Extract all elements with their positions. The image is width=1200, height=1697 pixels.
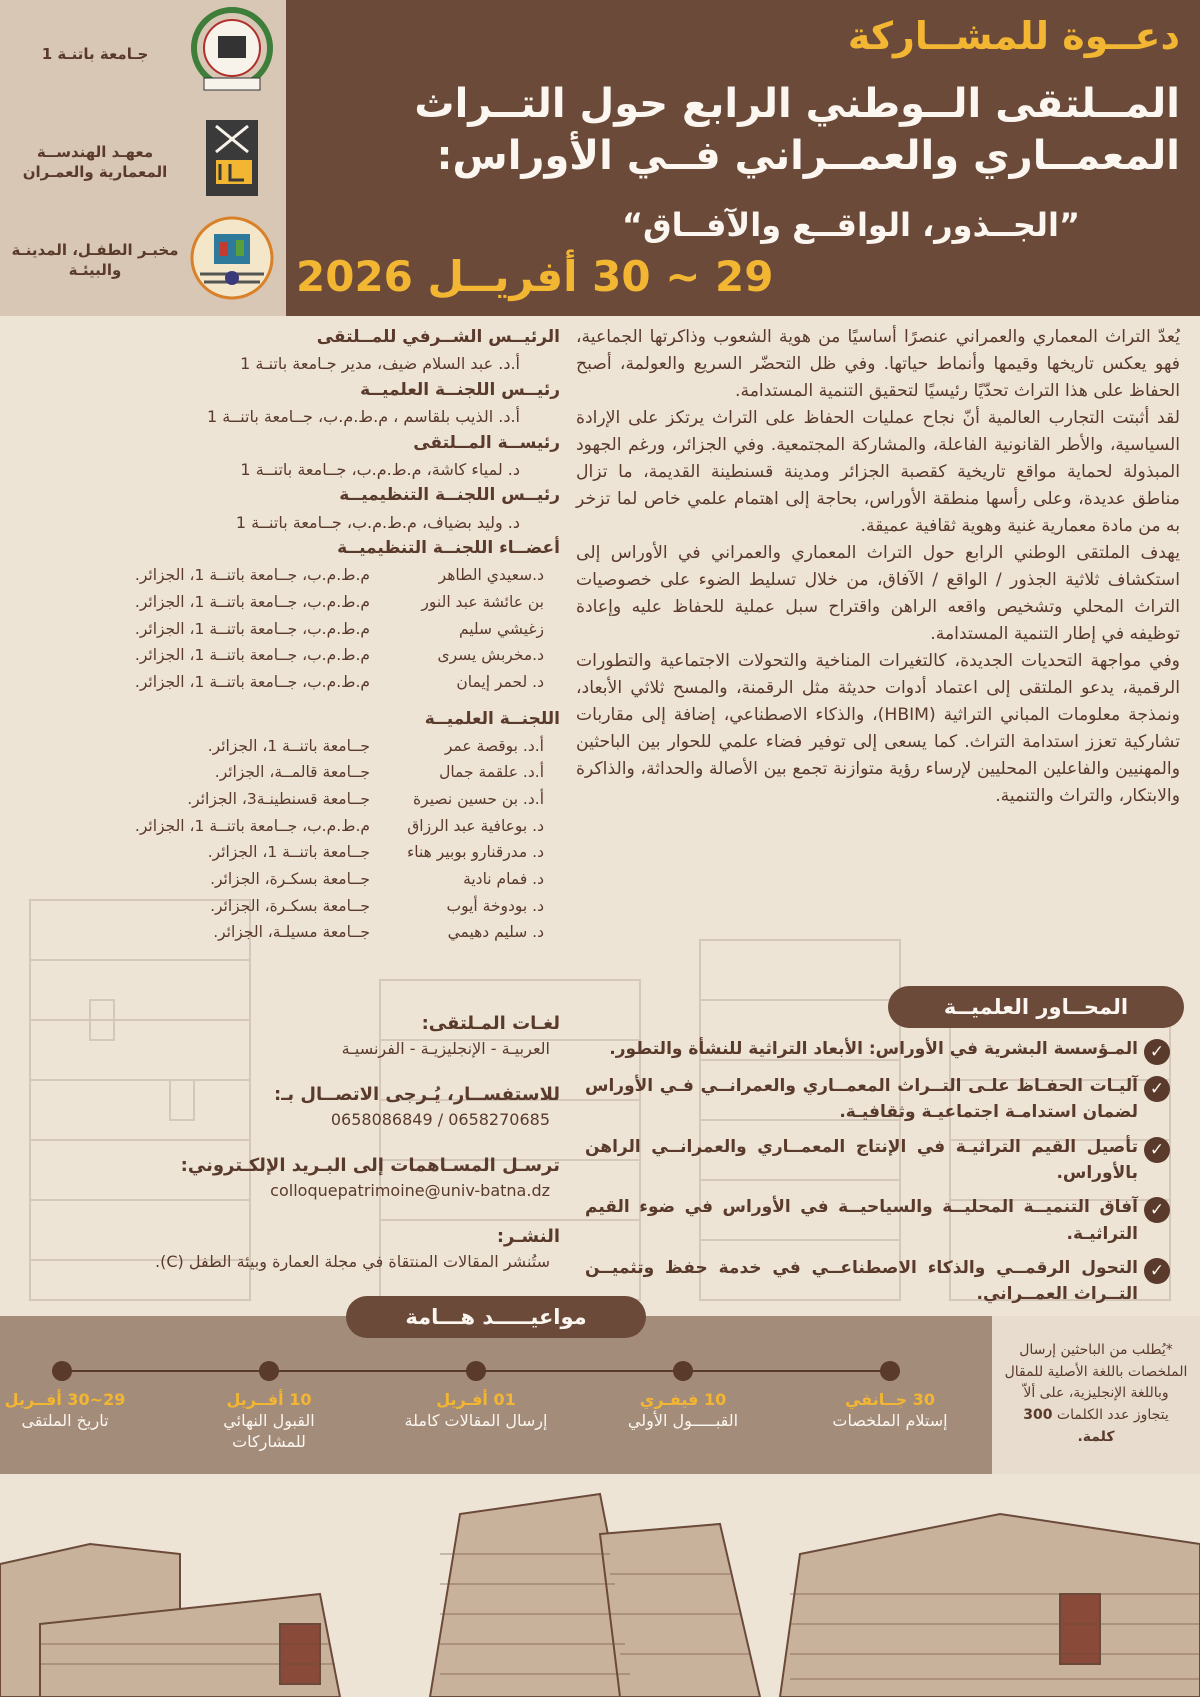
- checkmark-icon: ✓: [1144, 1137, 1170, 1163]
- checkmark-icon: ✓: [1144, 1039, 1170, 1065]
- lab-logo: [186, 214, 278, 304]
- organizing-members-title: أعضــاء اللجنــة التنظيميــة: [337, 538, 560, 559]
- languages-title: لغـات المـلتقى:: [421, 1013, 560, 1034]
- committees: [60, 324, 560, 946]
- member-name: د. بوعافية عبد الرزاق: [407, 816, 544, 835]
- table-row: [60, 919, 560, 946]
- member-name: أ.د. علقمة جمال: [439, 763, 544, 782]
- timeline-date: 30 جــانفي: [844, 1390, 936, 1409]
- scientific-members-table: [60, 733, 560, 946]
- table-row: [60, 616, 560, 643]
- intro-paragraph: لقد أثبتت التجارب العالمية أنّ نجاح عمليات الحفاظ على التراث يرتكز على الإرادة السياسية، والأطر القانونية الفاعلة، والمشاركة المجتمعية. وفي الجزائر، ورغم الجهود المبذولة لحماية مواقع تاريخية كقصبة الجزائر ومدينة قسنطينة القديمة، ما تزال مناطق عديدة، وعلى رأسها منطقة الأوراس، بحاجة إلى اهتمام علمي خاص لما تزخر به من مادة معمارية غنية وهوية ثقافية عميقة.: [576, 408, 1180, 536]
- timeline-date: 29~30 أفــريل: [4, 1390, 126, 1409]
- member-affiliation: جــامعة قالمــة، الجزائر.: [214, 763, 370, 782]
- timeline-date: 01 أفـريل: [436, 1390, 516, 1409]
- checkmark-icon: ✓: [1144, 1197, 1170, 1223]
- member-affiliation: م.ط.م.ب، جــامعة باتنــة 1، الجزائر.: [134, 592, 370, 611]
- member-affiliation: جــامعة بسكـرة، الجزائر.: [210, 870, 370, 889]
- timeline-item: [179, 1390, 359, 1452]
- scientific-head-title: رئيــس اللجنــة العلميــة: [360, 379, 560, 400]
- contact-block: [60, 1081, 560, 1132]
- member-affiliation: جــامعة مسيلـة، الجزائر.: [213, 923, 370, 942]
- organizing-head-title: رئيــس اللجنــة التنظيميــة: [339, 485, 560, 506]
- important-dates-title: مواعيـــــد هـــامة: [346, 1296, 646, 1338]
- table-row: [60, 589, 560, 616]
- honorary-head: أ.د. عبد السلام ضيف، مدير جـامعة باتنـة 1: [240, 354, 520, 374]
- timeline-dot: [466, 1361, 486, 1381]
- conference-info: [60, 1010, 560, 1294]
- member-name: أ.د. بوقصة عمر: [444, 736, 544, 755]
- abstract-note: [992, 1316, 1200, 1474]
- scientific-members-title: اللجنــة العلميــة: [424, 708, 560, 729]
- organizing-members-table: [60, 562, 560, 695]
- phone-numbers[interactable]: 0658086849 / 0658270685: [330, 1110, 550, 1129]
- timeline-item: [0, 1390, 130, 1432]
- member-name: زغيشي سليم: [458, 619, 544, 638]
- university-name: جـامعة باتنـة 1: [41, 45, 149, 63]
- languages-block: [60, 1010, 560, 1061]
- honorary-head-title: الرئيــس الشــرفي للمــلتقى: [316, 327, 560, 347]
- member-affiliation: م.ط.م.ب، جــامعة باتنــة 1، الجزائر.: [134, 566, 370, 585]
- timeline-item: [593, 1390, 773, 1432]
- member-affiliation: جــامعة بسكـرة، الجزائر.: [210, 896, 370, 915]
- member-affiliation: م.ط.م.ب، جــامعة باتنــة 1، الجزائر.: [134, 646, 370, 665]
- conference-head: د. لمياء كاشة، م.ط.م.ب، جــامعة باتنــة 1: [240, 459, 520, 479]
- member-name: د.سعيدي الطاهر: [438, 566, 544, 585]
- timeline-dot: [880, 1361, 900, 1381]
- note-suffix: كلمة.: [1077, 1428, 1115, 1445]
- axes-title: المحــاور العلميــة: [888, 986, 1184, 1028]
- member-affiliation: جــامعة باتنــة 1، الجزائر.: [207, 736, 370, 755]
- conference-title-line2: المعمــاري والعمــراني فــي الأوراس:: [436, 133, 1180, 179]
- axis-text: تأصيل القيم التراثيـة في الإنتاج المعمــاري والعمرانــي الراهن بالأوراس.: [585, 1136, 1138, 1184]
- table-row: [60, 866, 560, 893]
- timeline-label: القبول النهائي للمشاركات: [223, 1410, 315, 1451]
- member-affiliation: م.ط.م.ب، جــامعة باتنــة 1، الجزائر.: [134, 619, 370, 638]
- timeline-item: [386, 1390, 566, 1432]
- member-affiliation: جــامعة باتنــة 1، الجزائر.: [207, 843, 370, 862]
- heritage-buildings-illustration: [0, 1474, 1200, 1697]
- timeline-dot: [673, 1361, 693, 1381]
- timeline-item: [800, 1390, 980, 1432]
- checkmark-icon: ✓: [1144, 1258, 1170, 1284]
- list-item: [585, 1255, 1170, 1308]
- university-logo: [186, 6, 278, 96]
- languages-value: العربيـة - الإنجليزيـة - الفرنسيـة: [341, 1039, 550, 1058]
- publishing-block: [60, 1223, 560, 1274]
- table-row: [60, 813, 560, 840]
- table-row: [60, 759, 560, 786]
- timeline-dot: [52, 1361, 72, 1381]
- lab-name: مخبـر الطفـل، المدينـة والبيئـة: [11, 241, 179, 280]
- email-block: [60, 1152, 560, 1203]
- member-name: د. مدرقنارو بوبير هناء: [406, 843, 544, 862]
- conference-dates: 29 ~ 30 أفريــل 2026: [296, 252, 774, 301]
- publishing-value: ستُنشر المقالات المنتقاة في مجلة العمارة وبيئة الطفل (C).: [155, 1252, 550, 1271]
- member-name: بن عائشة عبد النور: [421, 592, 544, 611]
- table-row: [60, 562, 560, 589]
- table-row: [60, 839, 560, 866]
- member-name: د. بودوخة أيوب: [446, 896, 544, 915]
- member-affiliation: م.ط.م.ب، جــامعة باتنــة 1، الجزائر.: [134, 816, 370, 835]
- timeline-dot: [259, 1361, 279, 1381]
- table-row: [60, 893, 560, 920]
- timeline-label: تاريخ الملتقى: [21, 1410, 109, 1430]
- conference-subtitle: ”الجــذور، الواقــع والآفــاق“: [621, 206, 1080, 244]
- member-affiliation: جــامعة قسنطينـة3، الجزائر.: [187, 790, 370, 809]
- email-address[interactable]: colloquepatrimoine@univ-batna.dz: [270, 1181, 550, 1200]
- table-row: [60, 669, 560, 696]
- timeline-date: 10 أفــريل: [226, 1390, 312, 1409]
- intro-text: [576, 324, 1180, 810]
- member-name: د.مخربش يسرى: [437, 646, 544, 665]
- member-affiliation: م.ط.م.ب، جــامعة باتنــة 1، الجزائر.: [134, 672, 370, 691]
- organizing-head: د. وليد بضياف، م.ط.م.ب، جــامعة باتنــة 1: [235, 512, 520, 532]
- checkmark-icon: ✓: [1144, 1076, 1170, 1102]
- note-text: *يُطلب من الباحثين إرسال الملخصات باللغة الأصلية للمقال وباللغة الإنجليزية، على ألاّ يتجاوز عدد الكلمات: [1004, 1342, 1188, 1424]
- institute-name: معهـد الهندســة المعمارية والعمـران: [22, 143, 168, 182]
- member-name: د. لحمر إيمان: [456, 672, 544, 691]
- scientific-head: أ.د. الذيب بلقاسم ، م.ط.م.ب، جــامعة باتنــة 1: [206, 406, 520, 426]
- institute-logo: [186, 112, 278, 202]
- axis-text: آليـات الحفـاظ علـى التــراث المعمــاري والعمرانــي فـي الأوراس لضمان استدامـة اجتماعيـة وثقافيـة.: [585, 1076, 1138, 1123]
- header-institutions-panel: [0, 0, 286, 316]
- axes-list: [585, 1036, 1170, 1316]
- header-title-panel: [286, 0, 1200, 316]
- member-name: أ.د. بن حسين نصيرة: [413, 790, 544, 809]
- member-name: د. سليم دهيمي: [447, 923, 544, 942]
- note-word-limit: 300: [1023, 1407, 1053, 1424]
- call-for-participation: دعــوة للمشــاركة: [847, 14, 1180, 58]
- publishing-title: النشـر:: [496, 1226, 560, 1247]
- contact-title: للاستفســار، يُـرجى الاتصــال بـ:: [274, 1084, 560, 1105]
- conference-title-line1: المــلتقى الــوطني الرابع حول التــراث: [414, 81, 1180, 127]
- list-item: [585, 1073, 1170, 1126]
- table-row: [60, 786, 560, 813]
- timeline-label: إستلام الملخصات: [832, 1410, 948, 1430]
- intro-paragraph: يُعدّ التراث المعماري والعمراني عنصرًا أساسيًا من هوية الشعوب وذاكرتها الجماعية، فهو يعكس تاريخها وقيمها وأنماط حياتها. وفي ظل التحضّر السريع والعولمة، أصبح الحفاظ على هذا التراث تحدّيًا رئيسيًا لتحقيق التنمية المستدامة.: [576, 327, 1180, 401]
- axis-text: التحول الرقمــي والذكاء الاصطناعــي في خدمة حفظ وتثميــن التــراث العمــراني.: [585, 1258, 1138, 1305]
- email-title: ترسـل المسـاهمات إلى البـريد الإلكـتروني:: [180, 1155, 560, 1176]
- table-row: [60, 733, 560, 760]
- axis-text: المـؤسسة البشرية في الأوراس: الأبعاد التراثية للنشأة والتطور.: [609, 1039, 1138, 1059]
- table-row: [60, 642, 560, 669]
- list-item: [585, 1134, 1170, 1187]
- list-item: [585, 1036, 1170, 1065]
- conference-head-title: رئيســة المــلتقى: [413, 432, 560, 453]
- timeline-label: القبـــــول الأولي: [627, 1410, 739, 1430]
- member-name: د. فمام نادية: [463, 870, 544, 889]
- timeline-date: 10 فيفـري: [639, 1390, 727, 1409]
- timeline-label: إرسال المقالات كاملة: [404, 1410, 548, 1430]
- axis-text: آفاق التنميــة المحليــة والسياحيــة في الأوراس في ضوء القيم التراثيـة.: [585, 1197, 1138, 1244]
- list-item: [585, 1194, 1170, 1247]
- conference-title: [300, 78, 1180, 182]
- intro-paragraph: وفي مواجهة التحديات الجديدة، كالتغيرات المناخية والتحولات الاجتماعية والتطورات الرقمية، يدعو الملتقى إلى اعتماد أدوات حديثة مثل الرقمنة، والمسح ثلاثي الأبعاد، ونمذجة معلومات المباني التراثية (HBIM)، والذكاء الاصطناعي، إضافة إلى مقاربات تشاركية تعزز استدامة التراث. كما يسعى إلى توفير فضاء علمي للحوار بين الباحثين والمهنيين والفاعلين المحليين لإرساء رؤية متوازنة تجمع بين الأصالة والحداثة، والذاكرة والابتكار، والتراث والتنمية.: [576, 651, 1180, 806]
- intro-paragraph: يهدف الملتقى الوطني الرابع حول التراث المعماري والعمراني في الأوراس إلى استكشاف ثلاثية الجذور / الواقع / الآفاق، من خلال تسليط الضوء على خصوصيات التراث المحلي وتشخيص واقعه الراهن واقتراح سبل عملية للحفاظ عليه وإعادة توظيفه في إطار التنمية المستدامة.: [576, 543, 1180, 644]
